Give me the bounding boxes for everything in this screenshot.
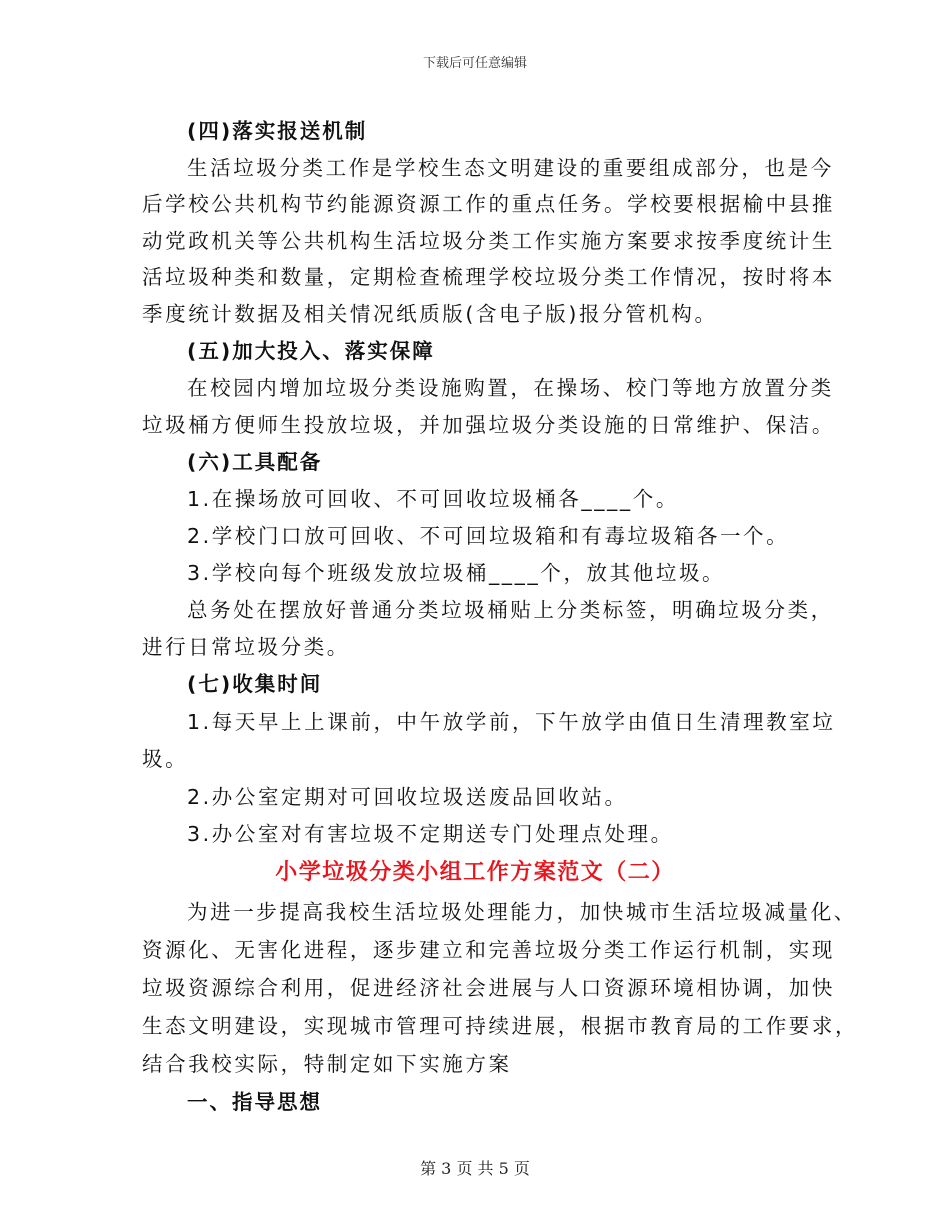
paragraph-line: 进行日常垃圾分类。 bbox=[142, 635, 350, 659]
list-item: 3.办公室对有害垃圾不定期送专门处理点处理。 bbox=[187, 822, 674, 846]
paragraph-line: 后学校公共机构节约能源资源工作的重点任务。学校要根据榆中县推 bbox=[142, 192, 835, 216]
paragraph-line: 垃圾桶方便师生投放垃圾，并加强垃圾分类设施的日常维护、保洁。 bbox=[142, 413, 835, 437]
page-footer: 第 3 页 共 5 页 bbox=[420, 1159, 530, 1178]
section-heading-4: (四)落实报送机制 bbox=[187, 119, 368, 143]
list-item-continuation: 圾。 bbox=[142, 747, 189, 771]
list-item: 3.学校向每个班级发放垃圾桶____个，放其他垃圾。 bbox=[187, 561, 726, 585]
paragraph-line: 动党政机关等公共机构生活垃圾分类工作实施方案要求按季度统计生 bbox=[142, 229, 835, 253]
list-item: 1.每天早上上课前，中午放学前，下午放学由值日生清理教室垃 bbox=[187, 710, 836, 734]
section-heading-7: (七)收集时间 bbox=[187, 672, 323, 696]
paragraph-line: 资源化、无害化进程，逐步建立和完善垃圾分类工作运行机制，实现 bbox=[142, 938, 835, 962]
document-title: 小学垃圾分类小组工作方案范文（二） bbox=[275, 860, 675, 885]
list-item: 1.在操场放可回收、不可回收垃圾桶各____个。 bbox=[187, 487, 679, 511]
paragraph-line: 季度统计数据及相关情况纸质版(含电子版)报分管机构。 bbox=[142, 302, 718, 326]
section-heading-6: (六)工具配备 bbox=[187, 450, 323, 474]
section-heading-5: (五)加大投入、落实保障 bbox=[187, 339, 435, 363]
paragraph-line: 总务处在摆放好普通分类垃圾桶贴上分类标签，明确垃圾分类， bbox=[187, 598, 834, 622]
paragraph-line: 生态文明建设，实现城市管理可持续进展，根据市教育局的工作要求， bbox=[142, 1014, 859, 1038]
list-item: 2.办公室定期对可回收垃圾送废品回收站。 bbox=[187, 785, 628, 809]
paragraph-line: 垃圾资源综合利用，促进经济社会进展与人口资源环境相协调，加快 bbox=[142, 976, 835, 1000]
list-item: 2.学校门口放可回收、不可回垃圾箱和有毒垃圾箱各一个。 bbox=[187, 524, 790, 548]
paragraph-line: 在校园内增加垃圾分类设施购置，在操场、校门等地方放置分类 bbox=[187, 376, 834, 400]
paragraph-line: 结合我校实际，特制定如下实施方案 bbox=[142, 1052, 512, 1076]
section-heading-guiding: 一、指导思想 bbox=[187, 1090, 322, 1114]
paragraph-line: 为进一步提高我校生活垃圾处理能力，加快城市生活垃圾减量化、 bbox=[187, 900, 857, 924]
paragraph-line: 活垃圾种类和数量，定期检查梳理学校垃圾分类工作情况，按时将本 bbox=[142, 265, 835, 289]
page-header: 下载后可任意编辑 bbox=[422, 56, 527, 71]
paragraph-line: 生活垃圾分类工作是学校生态文明建设的重要组成部分，也是今 bbox=[187, 156, 834, 180]
